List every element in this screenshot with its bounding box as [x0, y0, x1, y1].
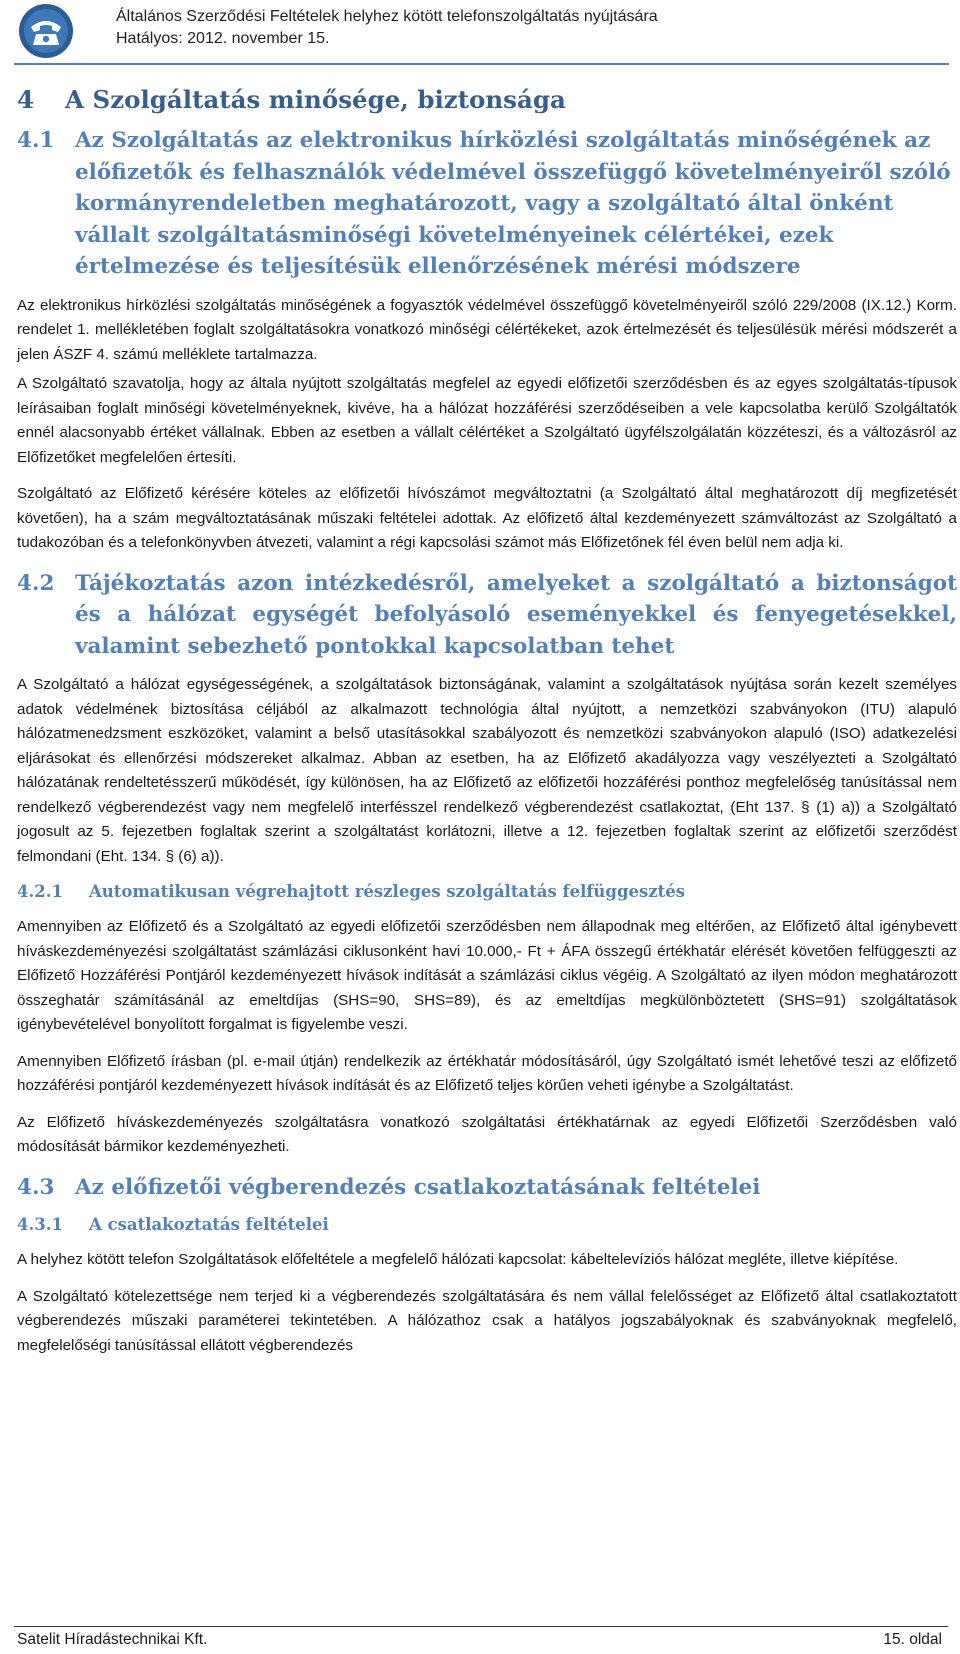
heading-section-4-3-1: [17, 1214, 957, 1236]
document-title: Általános Szerződési Feltételek helyhez kötött telefonszolgáltatás nyújtására: [116, 8, 658, 25]
heading-section-4-1: [17, 125, 957, 283]
paragraph: A Szolgáltató szavatolja, hogy az általa nyújtott szolgáltatás megfelel az egyedi előfizetői szerződésben és az egyes szolgáltatás-típusok leírásaiban foglalt minőségi követelményeknek, kivéve, ha a hálózat hozzáférési szerződéseiben a vele kapcsolatba kerülő Szolgáltatók ennél alacsonyabb értéket vállalnak. Ebben az esetben a vállalt célértéket a Szolgáltató ügyfélszolgálatán közzéteszi, és a változásról az Előfizetőket megfelelően értesíti.: [17, 375, 957, 466]
heading-section-4-2-1: [17, 881, 957, 903]
heading-number: 4.1: [17, 128, 55, 153]
heading-section-4-3: [17, 1172, 957, 1204]
telephone-icon: [18, 3, 74, 59]
heading-title: Az Szolgáltatás az elektronikus hírközlési szolgáltatás minőségének az előfizetők és felhasználók védelmével összefüggő követelményeiről szóló kormányrendeletben meghatározott, vagy a szolgáltató által önként vállalt szolgáltatásminőségi követelményeinek célértékei, ezek értelmezése és teljesítésük ellenőrzésének mérési módszere: [75, 128, 951, 279]
footer-company: Satelit Híradástechnikai Kft.: [17, 1631, 208, 1648]
paragraph: Amennyiben az Előfizető és a Szolgáltató az egyedi előfizetői szerződésben nem állapodnak meg eltérően, az Előfizető által igénybevett híváskezdeményezési szolgáltatást számlázási ciklusonként havi 10.000,- Ft + ÁFA összegű értékhatár elérését követően felfüggeszti az Előfizető Hozzáférési Pontjáról kezdeményezett hívások indítását a számlázási ciklus végéig. A Szolgáltató az ilyen módon meghatározott összeghatár számításánál az emeltdíjas (SHS=90, SHS=89), és az emeltdíjas megkülönböztetett (SHS=91) szolgáltatások igénybevételével bonyolított forgalmat is figyelembe veszi.: [17, 918, 957, 1033]
effective-date: Hatályos: 2012. november 15.: [116, 30, 330, 47]
heading-number: 4.3: [17, 1174, 55, 1200]
footer-divider: [14, 1626, 948, 1627]
page-header: [14, 0, 949, 66]
header-text: [116, 6, 658, 50]
heading-section-4: [17, 84, 957, 115]
paragraph: A helyhez kötött telefon Szolgáltatások előfeltétele a megfelelő hálózati kapcsolat: kábeltelevíziós hálózat megléte, illetve kiépítése.: [17, 1251, 899, 1268]
document-body: [17, 84, 957, 1370]
paragraph: Az Előfizető híváskezdeményezés szolgáltatásra vonatkozó szolgáltatási értékhatárnak az egyedi Előfizetői Szerződésben való módosítását bármikor kezdeményezheti.: [17, 1113, 957, 1155]
heading-number: 4: [17, 85, 35, 114]
paragraph: Szolgáltató az Előfizető kérésére köteles az előfizetői hívószámot megváltoztatni (a Szolgáltató által meghatározott díj megfizetését követően), ha a szám megváltoztatásának műszaki feltételei adottak. Az előfizető által kezdeményezett számváltozást az Szolgáltató a tudakozóban és a telefonkönyvben átvezeti, valamint a régi kapcsolási számot más Előfizetőnek fél éven belül nem adja ki.: [17, 485, 957, 551]
heading-section-4-2: [17, 568, 957, 663]
heading-number: 4.2.1: [17, 882, 63, 901]
paragraph: Amennyiben Előfizető írásban (pl. e-mail útján) rendelkezik az értékhatár módosításáról, úgy Szolgáltató ismét lehetővé teszi az előfizető hozzáférési pontjáról kezdeményezett hívások indítását és az Előfizető teljes körűen veheti igénybe a Szolgáltatást.: [17, 1052, 957, 1094]
header-divider: [14, 63, 949, 65]
heading-title: A Szolgáltatás minősége, biztonsága: [65, 85, 566, 114]
paragraph: A Szolgáltató a hálózat egységességének, a szolgáltatások biztonságának, valamint a szolgáltatások nyújtása során kezelt személyes adatok védelmének biztosítása céljából az alkalmazott technológia által nyújtott, a nemzetközi szabványokon (ITU) alapuló hálózatmenedzsment eszközöket, valamint a belső utasításokkal szabályozott és nemzetközi szabványokon alapuló (ISO) adatkezelési eljárásokat és ellenőrzési módszereket alkalmaz. Abban az esetben, ha az Előfizető akadályozza vagy veszélyezteti a Szolgáltató hálózatának rendeltetésszerű működését, így különösen, ha az Előfizető az előfizetői hozzáférési ponthoz megfelelőség tanúsítással nem rendelkező végberendezést vagy nem megfelelő interfésszel rendelkező végberendezést csatlakoztat, (Eht 137. § (1) a)) a Szolgáltató jogosult az 5. fejezetben foglaltak szerint a szolgáltatást korlátozni, illetve a 12. fejezetben foglaltak szerint az előfizetői szerződést felmondani (Eht. 134. § (6) a)).: [17, 676, 957, 865]
paragraph: A Szolgáltató kötelezettsége nem terjed ki a végberendezés szolgáltatására és nem vállal felelősséget az Előfizető által csatlakoztatott végberendezés műszaki paraméterei tekintetében. A hálózathoz csak a hatályos jogszabályoknak és szabványoknak megfelelő, megfelelőségi tanúsítással ellátott végberendezés: [17, 1287, 957, 1354]
footer-page-number: 15. oldal: [883, 1631, 942, 1648]
heading-number: 4.3.1: [17, 1215, 63, 1234]
paragraph: Az elektronikus hírközlési szolgáltatás minőségének a fogyasztók védelmével összefüggő követelményeiről szóló 229/2008 (IX.12.) Korm. rendelet 1. mellékletében foglalt szolgáltatásokra vonatkozó minőségi célértékeket, azok értelmezését és teljesülésük mérési módszerét a jelen ÁSZF 4. számú melléklete tartalmazza.: [17, 296, 957, 363]
heading-title: Az előfizetői végberendezés csatlakoztatásának feltételei: [75, 1174, 761, 1200]
heading-title: Tájékoztatás azon intézkedésről, amelyeket a szolgáltató a biztonságot és a hálózat egységét befolyásoló eseményekkel és fenyegetésekkel, valamint sebezhető pontokkal kapcsolatban tehet: [75, 570, 957, 659]
heading-title: A csatlakoztatás feltételei: [89, 1215, 329, 1234]
heading-number: 4.2: [17, 570, 55, 596]
heading-title: Automatikusan végrehajtott részleges szolgáltatás felfüggesztés: [89, 882, 686, 901]
